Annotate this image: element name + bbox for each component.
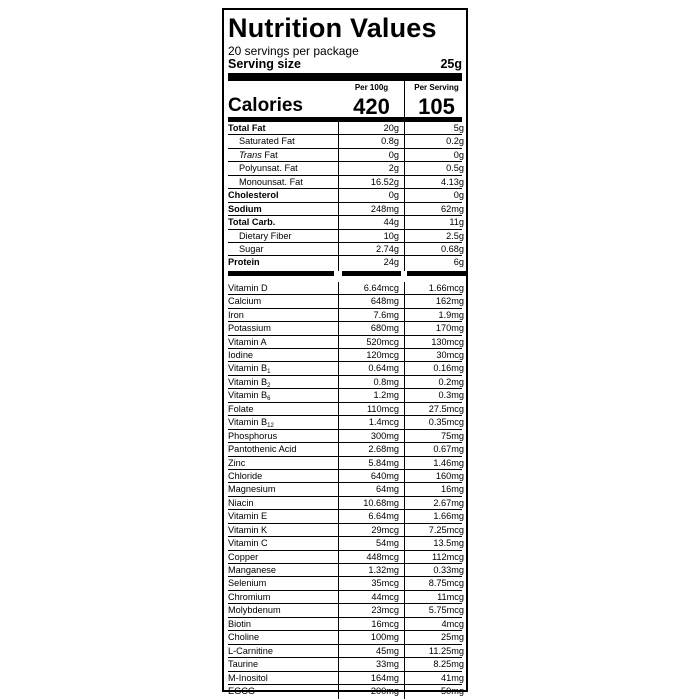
value-per-serving: 0.16mg bbox=[433, 363, 464, 374]
value-per100g: 0.8g bbox=[381, 136, 399, 147]
value-per100g: 520mcg bbox=[366, 336, 399, 347]
value-per100g: 35mcg bbox=[371, 578, 399, 589]
value-per100g: 640mg bbox=[370, 470, 399, 481]
value-per-serving: 62mg bbox=[441, 203, 464, 214]
thick-divider bbox=[228, 73, 462, 81]
serving-size-row bbox=[228, 58, 462, 71]
column-divider bbox=[338, 362, 339, 375]
column-divider bbox=[338, 322, 339, 335]
nutrient-name: Vitamin $B_1$ bbox=[228, 363, 271, 376]
nutrient-name: Sodium bbox=[228, 203, 262, 214]
value-per100g: 16mcg bbox=[371, 618, 399, 629]
table-row bbox=[228, 122, 462, 135]
nutrient-name: Calcium bbox=[228, 296, 262, 307]
column-divider bbox=[338, 672, 339, 685]
value-per-serving: 5.75mcg bbox=[428, 605, 464, 616]
nutrient-name: Chromium bbox=[228, 591, 271, 602]
table-row bbox=[228, 376, 462, 389]
nutrient-name: EGCG bbox=[228, 685, 256, 696]
nutrient-name: Molybdenum bbox=[228, 605, 281, 616]
value-per-serving: 7.25mcg bbox=[428, 524, 464, 535]
column-divider bbox=[338, 309, 339, 322]
table-row bbox=[228, 216, 462, 229]
column-divider bbox=[404, 162, 405, 175]
nutrient-name: Vitamin D bbox=[228, 282, 268, 293]
nutrient-name: Vitamin E bbox=[228, 511, 268, 522]
col-header-per-serving: Per Serving bbox=[414, 83, 459, 92]
table-row bbox=[228, 483, 462, 496]
value-per100g: 110mcg bbox=[366, 403, 399, 414]
column-divider bbox=[338, 376, 339, 389]
nutrient-name: L-Carnitine bbox=[228, 645, 273, 656]
column-divider bbox=[404, 510, 405, 523]
value-per100g: 6.64mcg bbox=[363, 282, 399, 293]
column-divider bbox=[338, 282, 339, 295]
value-per-serving: 2.5g bbox=[446, 230, 464, 241]
value-per100g: 120mcg bbox=[366, 350, 399, 360]
nutrient-name: Folate bbox=[228, 403, 254, 414]
column-divider bbox=[404, 81, 405, 117]
value-per-serving: 0.2mg bbox=[438, 376, 464, 387]
column-divider bbox=[338, 336, 339, 349]
table-row bbox=[228, 658, 462, 671]
table-row bbox=[228, 577, 462, 590]
column-divider bbox=[338, 443, 339, 456]
column-divider bbox=[404, 577, 405, 590]
nutrient-name: Niacin bbox=[228, 497, 254, 508]
column-divider bbox=[338, 176, 339, 189]
value-per-serving: 30mcg bbox=[436, 350, 464, 360]
value-per-serving: 8.25mg bbox=[433, 659, 464, 670]
nutrient-name: Selenium bbox=[228, 578, 267, 589]
value-per-serving: 0.33mg bbox=[433, 565, 464, 575]
table-row bbox=[228, 349, 462, 362]
column-divider bbox=[338, 470, 339, 483]
column-divider bbox=[404, 389, 405, 402]
column-divider bbox=[404, 349, 405, 362]
value-per100g: 0g bbox=[388, 149, 399, 160]
split-divider-left bbox=[228, 271, 334, 276]
value-per100g: 300mg bbox=[370, 430, 399, 441]
column-divider bbox=[338, 349, 339, 362]
column-divider bbox=[338, 135, 339, 148]
value-per100g: 64mg bbox=[376, 484, 399, 495]
nutrient-name: Dietary Fiber bbox=[239, 230, 292, 241]
value-per-serving: 4mcg bbox=[441, 618, 464, 629]
value-per-serving: 4.13g bbox=[441, 176, 464, 187]
value-per-serving: 75mg bbox=[441, 430, 464, 441]
table-row bbox=[228, 322, 462, 335]
nutrient-name: Iodine bbox=[228, 350, 254, 360]
column-divider bbox=[404, 618, 405, 631]
value-per-serving: 11g bbox=[449, 217, 464, 228]
column-divider bbox=[338, 430, 339, 443]
value-per-serving: 5g bbox=[453, 123, 464, 133]
column-divider bbox=[404, 443, 405, 456]
column-divider bbox=[404, 376, 405, 389]
nutrient-name: Pantothenic Acid bbox=[228, 444, 297, 455]
value-per-serving: 8.75mcg bbox=[428, 578, 464, 589]
nutrient-name: Zinc bbox=[228, 457, 246, 468]
table-row bbox=[228, 430, 462, 443]
nutrient-name: Vitamin C bbox=[228, 538, 268, 549]
value-per100g: 248mg bbox=[370, 203, 399, 214]
nutrient-name: Trans Fat bbox=[239, 149, 278, 160]
value-per100g: 44mcg bbox=[371, 591, 399, 602]
column-divider bbox=[404, 564, 405, 577]
value-per-serving: 0.5g bbox=[446, 163, 464, 174]
column-divider bbox=[338, 604, 339, 617]
value-per100g: 164mg bbox=[370, 672, 399, 683]
column-divider bbox=[338, 497, 339, 510]
value-per100g: 10.68mg bbox=[363, 497, 399, 508]
nutrient-name: Vitamin $B_{12}$ bbox=[228, 417, 274, 430]
table-row bbox=[228, 309, 462, 322]
value-per100g: 23mcg bbox=[371, 605, 399, 616]
calories-block bbox=[228, 81, 462, 117]
column-divider bbox=[404, 122, 405, 135]
value-per-serving: 0g bbox=[453, 190, 464, 201]
nutrient-name: Iron bbox=[228, 309, 244, 320]
nutrient-name: Monounsat. Fat bbox=[239, 176, 303, 187]
value-per-serving: 2.67mg bbox=[433, 497, 464, 508]
column-divider bbox=[404, 189, 405, 202]
column-divider bbox=[404, 497, 405, 510]
table-row bbox=[228, 457, 462, 470]
column-divider bbox=[338, 483, 339, 496]
column-divider bbox=[404, 470, 405, 483]
column-divider bbox=[338, 564, 339, 577]
table-row bbox=[228, 256, 462, 269]
column-divider bbox=[338, 122, 339, 135]
column-divider bbox=[338, 591, 339, 604]
table-row bbox=[228, 551, 462, 564]
column-divider bbox=[404, 631, 405, 644]
column-divider bbox=[404, 551, 405, 564]
value-per100g: 0g bbox=[388, 190, 399, 201]
nutrient-name: Protein bbox=[228, 257, 260, 268]
nutrient-name: Potassium bbox=[228, 323, 271, 334]
table-row bbox=[228, 591, 462, 604]
column-divider bbox=[338, 149, 339, 162]
table-row bbox=[228, 618, 462, 631]
column-divider bbox=[404, 135, 405, 148]
nutrient-name: Saturated Fat bbox=[239, 136, 295, 147]
value-per-serving: 0.68g bbox=[441, 243, 464, 254]
nutrient-name: Magnesium bbox=[228, 484, 276, 495]
column-divider bbox=[338, 256, 339, 270]
column-divider bbox=[338, 577, 339, 590]
value-per100g: 7.6mg bbox=[373, 309, 399, 320]
nutrient-name: Manganese bbox=[228, 565, 277, 575]
column-divider bbox=[404, 322, 405, 335]
table-row bbox=[228, 604, 462, 617]
table-row bbox=[228, 295, 462, 308]
value-per-serving: 0.2g bbox=[446, 136, 464, 147]
column-divider bbox=[338, 658, 339, 671]
column-divider bbox=[338, 403, 339, 416]
table-row bbox=[228, 189, 462, 202]
nutrient-name: Copper bbox=[228, 551, 259, 562]
table-row bbox=[228, 524, 462, 537]
table-row bbox=[228, 645, 462, 658]
table-row bbox=[228, 230, 462, 243]
value-per-serving: 162mg bbox=[435, 296, 464, 307]
table-row bbox=[228, 497, 462, 510]
column-divider bbox=[338, 524, 339, 537]
column-divider bbox=[338, 416, 339, 429]
value-per100g: 0.8mg bbox=[373, 376, 399, 387]
nutrient-name: Sugar bbox=[239, 243, 264, 254]
column-divider bbox=[338, 389, 339, 402]
table-row bbox=[228, 362, 462, 375]
table-row bbox=[228, 389, 462, 402]
value-per100g: 29mcg bbox=[371, 524, 399, 535]
column-divider bbox=[338, 618, 339, 631]
column-divider bbox=[338, 230, 339, 243]
nutrient-name: Biotin bbox=[228, 618, 251, 629]
table-row bbox=[228, 162, 462, 175]
value-per100g: 2.68mg bbox=[368, 444, 399, 455]
column-divider bbox=[338, 645, 339, 658]
column-divider bbox=[338, 162, 339, 175]
column-divider bbox=[404, 362, 405, 375]
value-per-serving: 6g bbox=[453, 257, 464, 268]
column-divider bbox=[338, 551, 339, 564]
value-per100g: 10g bbox=[383, 230, 399, 241]
column-divider bbox=[404, 524, 405, 537]
table-row bbox=[228, 336, 462, 349]
value-per-serving: 112mcg bbox=[431, 551, 464, 562]
column-divider bbox=[338, 216, 339, 229]
column-divider bbox=[338, 631, 339, 644]
split-divider bbox=[228, 271, 462, 276]
table-row bbox=[228, 203, 462, 216]
column-divider bbox=[338, 243, 339, 256]
column-divider bbox=[338, 295, 339, 308]
nutrient-name: Total Fat bbox=[228, 123, 266, 133]
column-divider bbox=[404, 537, 405, 550]
nutrient-name: Polyunsat. Fat bbox=[239, 163, 298, 174]
value-per-serving: 0.3mg bbox=[438, 390, 464, 401]
column-divider bbox=[338, 537, 339, 550]
value-per-serving: 0.35mcg bbox=[428, 417, 464, 428]
value-per100g: 1.2mg bbox=[373, 390, 399, 401]
nutrient-name: Phosphorus bbox=[228, 430, 278, 441]
value-per100g: 6.64mg bbox=[368, 511, 399, 522]
col-header-per100g: Per 100g bbox=[354, 83, 389, 92]
nutrient-name: Cholesterol bbox=[228, 190, 279, 201]
value-per100g: 1.32mg bbox=[368, 565, 399, 575]
table-row bbox=[228, 135, 462, 148]
value-per-serving: 170mg bbox=[435, 323, 464, 334]
value-per-serving: 1.9mg bbox=[438, 309, 464, 320]
column-divider bbox=[404, 457, 405, 470]
table-row bbox=[228, 537, 462, 550]
value-per100g: 45mg bbox=[376, 645, 399, 656]
column-divider bbox=[404, 430, 405, 443]
calories-per100g: 420 bbox=[353, 94, 390, 119]
column-divider bbox=[404, 336, 405, 349]
serving-size-value: 25g bbox=[440, 57, 462, 71]
value-per100g: 16.52g bbox=[370, 176, 399, 187]
column-divider bbox=[338, 457, 339, 470]
table-row bbox=[228, 564, 462, 577]
split-divider-right bbox=[407, 271, 466, 276]
nutrient-name: Vitamin A bbox=[228, 336, 267, 347]
nutrient-name: Taurine bbox=[228, 659, 259, 670]
column-divider bbox=[404, 416, 405, 429]
value-per100g: 448mcg bbox=[366, 551, 399, 562]
value-per-serving: 1.66mcg bbox=[428, 282, 464, 293]
nutrient-name: Vitamin K bbox=[228, 524, 268, 535]
value-per100g: 2.74g bbox=[376, 243, 399, 254]
nutrient-name: Vitamin $B_2$ bbox=[228, 376, 271, 389]
column-divider bbox=[404, 295, 405, 308]
value-per100g: 2g bbox=[388, 163, 399, 174]
table-row bbox=[228, 149, 462, 162]
nutrition-label bbox=[222, 8, 468, 696]
calories-per-serving: 105 bbox=[418, 94, 455, 119]
value-per100g: 54mg bbox=[376, 538, 399, 549]
value-per100g: 33mg bbox=[376, 659, 399, 670]
value-per100g: 100mg bbox=[370, 632, 399, 643]
column-divider bbox=[404, 604, 405, 617]
table-row bbox=[228, 282, 462, 295]
column-divider bbox=[404, 645, 405, 658]
table-row bbox=[228, 443, 462, 456]
column-divider bbox=[404, 256, 405, 270]
value-per-serving: 1.66mg bbox=[433, 511, 464, 522]
nutrient-list bbox=[228, 122, 462, 270]
table-row bbox=[228, 416, 462, 429]
column-divider bbox=[338, 203, 339, 216]
value-per-serving: 0.67mg bbox=[433, 444, 464, 455]
column-divider bbox=[404, 591, 405, 604]
value-per-serving: 160mg bbox=[435, 470, 464, 481]
column-divider bbox=[404, 309, 405, 322]
nutrient-name: M-Inositol bbox=[228, 672, 268, 683]
column-divider bbox=[338, 510, 339, 523]
table-row bbox=[228, 403, 462, 416]
value-per-serving: 41mg bbox=[441, 672, 464, 683]
table-row bbox=[228, 631, 462, 644]
split-divider-mid bbox=[342, 271, 401, 276]
column-divider bbox=[404, 216, 405, 229]
value-per-serving: 50mg bbox=[441, 685, 464, 696]
value-per100g: 1.4mcg bbox=[368, 417, 399, 428]
label-title: Nutrition Values bbox=[228, 13, 437, 43]
value-per-serving: 13.5mg bbox=[433, 538, 464, 549]
nutrient-name: Chloride bbox=[228, 470, 263, 481]
value-per100g: 0.64mg bbox=[368, 363, 399, 374]
servings-per-package: 20 servings per package bbox=[228, 44, 359, 58]
value-per100g: 680mg bbox=[370, 323, 399, 334]
table-row bbox=[228, 510, 462, 523]
value-per-serving: 0g bbox=[453, 149, 464, 160]
table-row bbox=[228, 470, 462, 483]
column-divider bbox=[404, 149, 405, 162]
value-per-serving: 130mcg bbox=[431, 336, 464, 347]
serving-size-label: Serving size bbox=[228, 57, 301, 71]
column-divider bbox=[404, 282, 405, 295]
table-row bbox=[228, 176, 462, 189]
column-divider bbox=[404, 176, 405, 189]
column-divider bbox=[404, 403, 405, 416]
value-per100g: 44g bbox=[383, 217, 399, 228]
value-per-serving: 11mcg bbox=[437, 591, 464, 602]
column-divider bbox=[404, 203, 405, 216]
nutrient-name: Vitamin $B_6$ bbox=[228, 390, 271, 403]
table-row bbox=[228, 685, 462, 698]
value-per100g: 24g bbox=[383, 257, 399, 268]
nutrient-name: Total Carb. bbox=[228, 217, 276, 228]
table-row bbox=[228, 243, 462, 256]
column-divider bbox=[404, 658, 405, 671]
value-per-serving: 27.5mcg bbox=[428, 403, 464, 414]
value-per-serving: 16mg bbox=[441, 484, 464, 495]
vitamin-list bbox=[228, 282, 462, 699]
value-per-serving: 25mg bbox=[441, 632, 464, 643]
value-per100g: 20g bbox=[383, 123, 399, 133]
column-divider bbox=[404, 672, 405, 685]
column-divider bbox=[404, 243, 405, 256]
column-divider bbox=[404, 230, 405, 243]
column-divider bbox=[404, 685, 405, 699]
value-per100g: 5.84mg bbox=[368, 457, 399, 468]
value-per-serving: 11.25mg bbox=[428, 645, 464, 656]
value-per100g: 200mg bbox=[370, 685, 399, 696]
nutrient-name: Choline bbox=[228, 632, 260, 643]
calories-label: Calories bbox=[228, 95, 303, 116]
column-divider bbox=[338, 685, 339, 699]
column-divider bbox=[404, 483, 405, 496]
value-per-serving: 1.46mg bbox=[433, 457, 464, 468]
column-divider bbox=[338, 189, 339, 202]
table-row bbox=[228, 672, 462, 685]
value-per100g: 648mg bbox=[370, 296, 399, 307]
